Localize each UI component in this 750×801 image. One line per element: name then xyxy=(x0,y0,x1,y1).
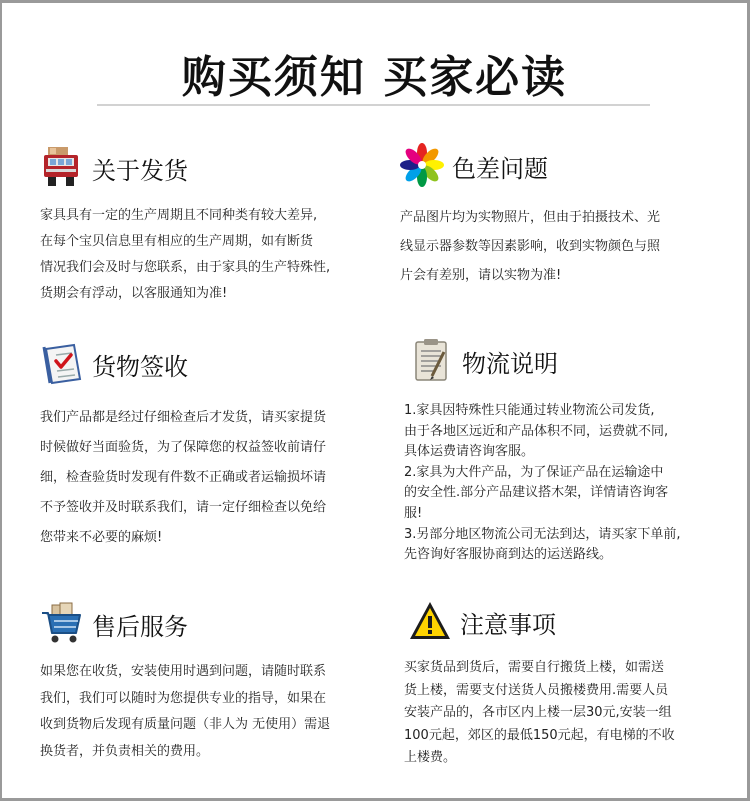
section-title: 物流说明 xyxy=(462,350,558,378)
body-line: 在每个宝贝信息里有相应的生产周期，如有断货 xyxy=(40,234,314,249)
body-line: 买家货品到货后，需要自行搬货上楼，如需送 xyxy=(404,660,665,675)
warning-icon xyxy=(408,599,452,643)
body-line: 细，检查验货时发现有件数不正确或者运输损坏请 xyxy=(40,470,327,485)
body-line: 1.家具因特殊性只能通过转业物流公司发货, xyxy=(404,403,655,418)
page-title: 购买须知 买家必读 xyxy=(181,52,568,103)
section-body xyxy=(404,401,681,566)
body-line: 货期会有浮动，以客服通知为准! xyxy=(40,286,228,301)
body-line: 如果您在收货，安装使用时遇到问题，请随时联系 xyxy=(40,664,327,679)
body-line: 先咨询好客服协商到达的运送路线。 xyxy=(404,547,613,563)
clipboard-icon xyxy=(410,338,454,382)
section-title: 关于发货 xyxy=(92,157,188,185)
body-line: 2.家具为大件产品，为了保证产品在运输途中 xyxy=(404,464,664,480)
body-line: 片会有差别，请以实物为准! xyxy=(400,268,562,283)
body-line: 不予签收并及时联系我们，请一定仔细检查以免给 xyxy=(40,500,327,515)
body-line: 上楼费。 xyxy=(404,750,457,765)
section-body xyxy=(40,203,330,307)
section-body xyxy=(40,403,326,553)
section-title: 色差问题 xyxy=(452,155,548,183)
section-title: 货物签收 xyxy=(92,353,188,381)
body-line: 货上楼，需要支付送货人员搬楼费用.需要人员 xyxy=(404,682,669,698)
section-title: 注意事项 xyxy=(460,611,556,639)
body-line: 产品图片均为实物照片，但由于拍摄技术、光 xyxy=(400,210,661,225)
body-line: 换货者，并负责相关的费用。 xyxy=(40,743,210,759)
body-line: 安装产品的，各市区内上楼一层30元,安装一组 xyxy=(404,705,672,720)
body-line: 时候做好当面验货，为了保障您的权益签收前请仔 xyxy=(40,440,327,455)
body-line: 100元起，郊区的最低150元起，有电梯的不收 xyxy=(404,727,675,743)
body-line: 家具具有一定的生产周期且不同种类有较大差异, xyxy=(40,208,318,223)
section-body xyxy=(400,203,660,290)
body-line: 具体运费请咨询客服。 xyxy=(404,444,535,460)
checklist-icon xyxy=(40,341,84,385)
body-line: 情况我们会及时与您联系，由于家具的生产特殊性, xyxy=(40,260,331,275)
truck-icon xyxy=(40,145,84,189)
body-line: 您带来不必要的麻烦! xyxy=(40,530,163,545)
shopping-cart-icon xyxy=(40,601,84,645)
body-line: 服! xyxy=(404,505,423,521)
body-line: 3.另部分地区物流公司无法到达，请买家下单前, xyxy=(404,526,681,542)
section-body xyxy=(404,657,675,770)
body-line: 我们产品都是经过仔细检查后才发货，请买家提货 xyxy=(40,410,327,425)
color-wheel-icon xyxy=(400,143,444,187)
body-line: 收到货物后发现有质量问题（非人为 无使用）需退 xyxy=(40,717,331,732)
section-body xyxy=(40,659,330,765)
body-line: 由于各地区远近和产品体积不同，运费就不同, xyxy=(404,423,669,439)
body-line: 我们，我们可以随时为您提供专业的指导，如果在 xyxy=(40,690,327,706)
title-divider xyxy=(97,104,650,106)
body-line: 线显示器参数等因素影响，收到实物颜色与照 xyxy=(400,239,661,254)
body-line: 的安全性.部分产品建议搭木架，详情请咨询客 xyxy=(404,485,669,501)
page xyxy=(2,3,747,798)
section-title: 售后服务 xyxy=(92,613,188,641)
